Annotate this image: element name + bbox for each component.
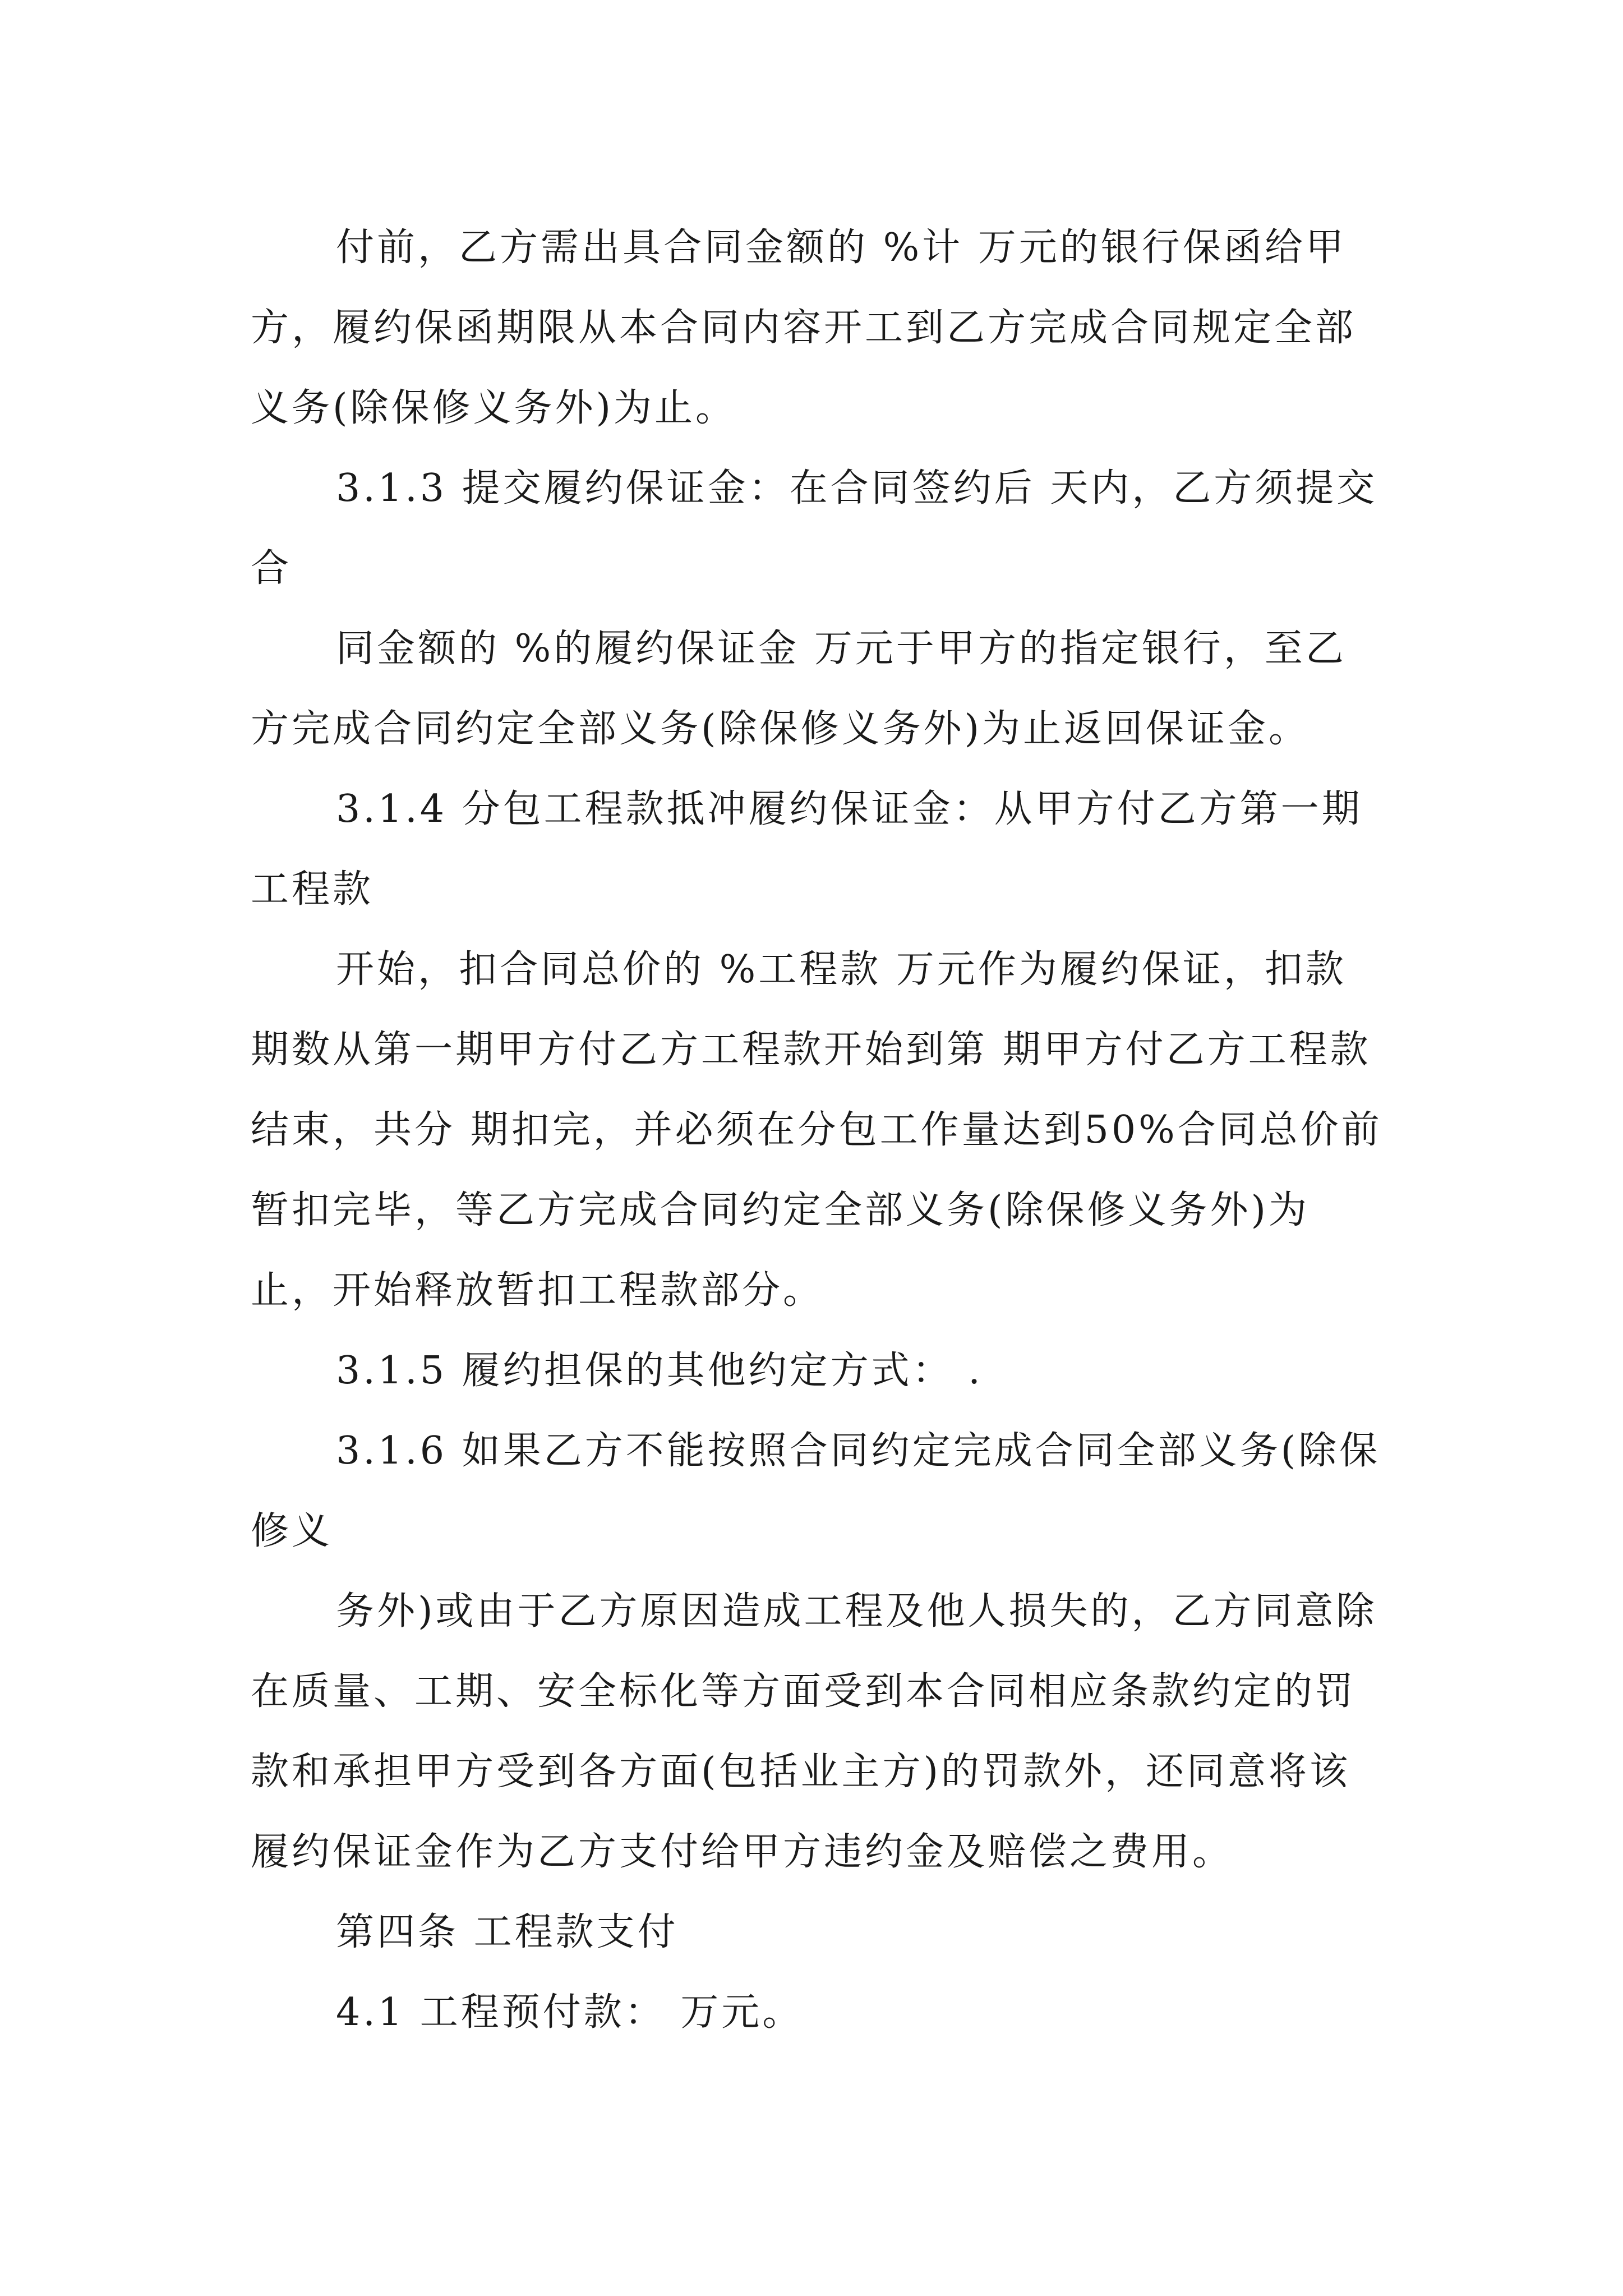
paragraph-3-1-4-body: 开始，扣合同总价的 %工程款 万元作为履约保证，扣款期数从第一期甲方付乙方工程款开始到第 期甲方付乙方工程款结束，共分 期扣完，并必须在分包工作量达到50%合同总价前暂扣完毕，等乙方完成合同约定全部义务(除保修义务外)为止，开始释放暂扣工程款部分。 [251, 947, 1382, 1313]
paragraph-3-1-4-heading: 3.1.4 分包工程款抵冲履约保证金：从甲方付乙方第一期工程款 [251, 787, 1363, 912]
document-body [251, 208, 1384, 2053]
paragraph-3-1-6-heading: 3.1.6 如果乙方不能按照合同约定完成合同全部义务(除保修义 [251, 1429, 1381, 1553]
paragraph-4-1: 4.1 工程预付款： 万元。 [336, 1990, 804, 2035]
paragraph-3-1-3-body: 同金额的 %的履约保证金 万元于甲方的指定银行，至乙方完成合同约定全部义务(除保修义务外)为止返回保证金。 [251, 627, 1347, 751]
paragraph-guarantee-letter: 付前，乙方需出具合同金额的 %计 万元的银行保函给甲方，履约保函期限从本合同内容开工到乙方完成合同规定全部义务(除保修义务外)为止。 [251, 226, 1357, 430]
paragraph-3-1-6-body: 务外)或由于乙方原因造成工程及他人损失的，乙方同意除在质量、工期、安全标化等方面受到本合同相应条款约定的罚款和承担甲方受到各方面(包括业主方)的罚款外，还同意将该履约保证金作为乙方支付给甲方违约金及赔偿之费用。 [251, 1589, 1377, 1874]
section-heading-article-4: 第四条 工程款支付 [336, 1910, 679, 1954]
paragraph-3-1-3-heading: 3.1.3 提交履约保证金：在合同签约后 天内，乙方须提交合 [251, 466, 1378, 591]
paragraph-3-1-5: 3.1.5 履约担保的其他约定方式： . [336, 1349, 983, 1393]
